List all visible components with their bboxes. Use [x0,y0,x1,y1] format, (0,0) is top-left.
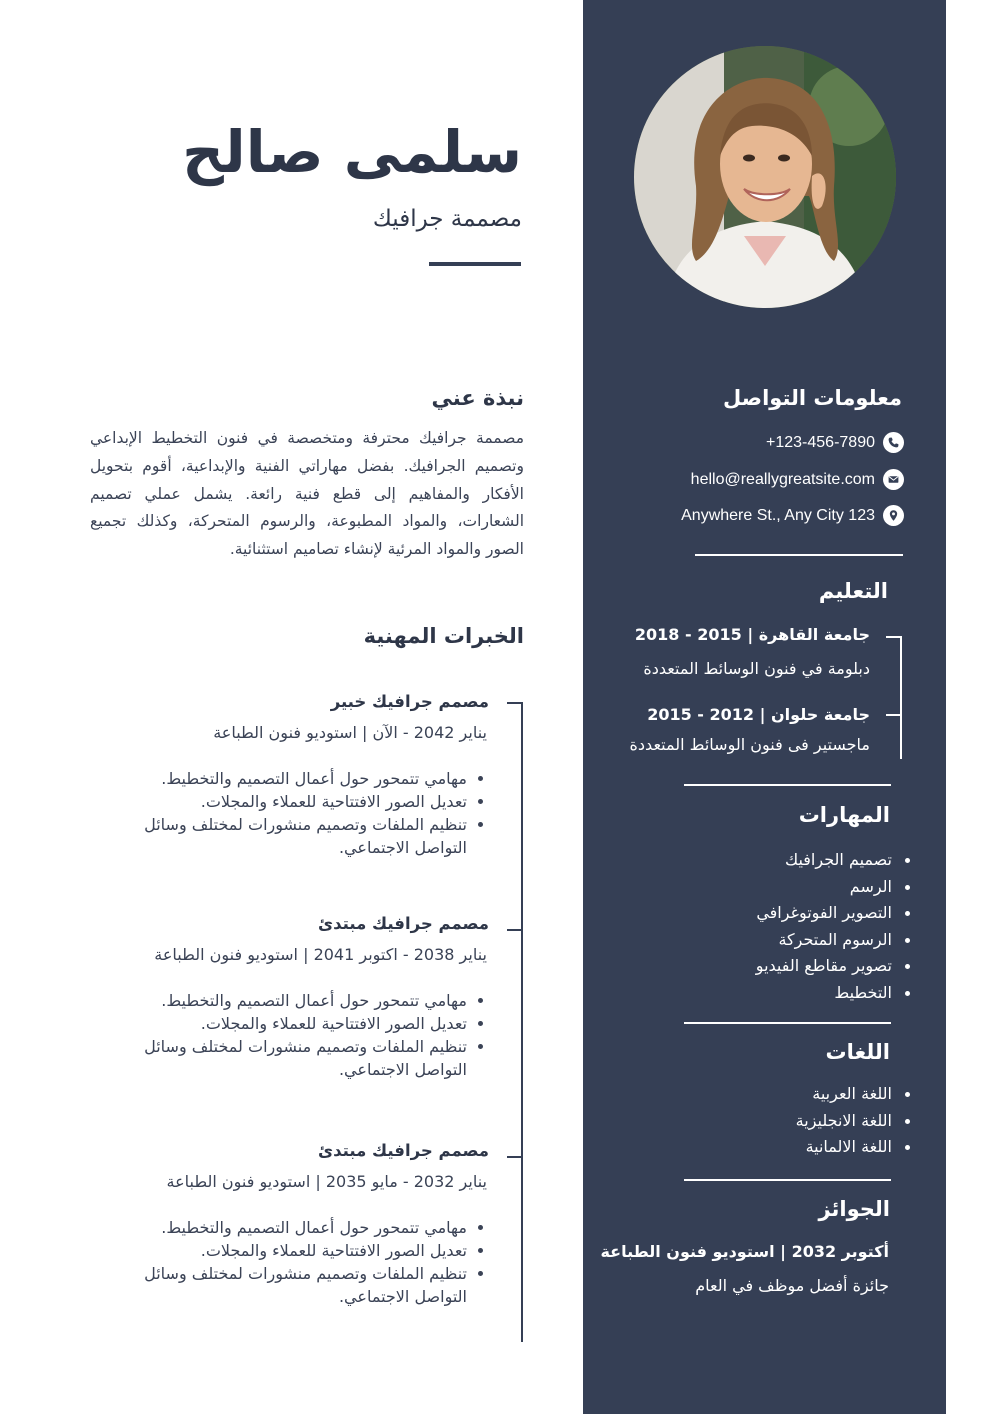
contact-email-row [691,469,904,490]
job-title: مصمم جرافيك خبير [330,692,489,711]
job-task-text: تعديل الصور الافتتاحية للعملاء والمجلات. [200,1241,467,1260]
experience-timeline-tick [507,1156,523,1158]
skill-item [756,980,892,1007]
job-task-text: تنظيم الملفات وتصميم منشورات لمختلف وسائل التواصل الاجتماعي. [144,815,467,857]
job-tasks [127,1216,467,1308]
job-meta: يناير 2032 - مايو 2035 | استوديو فنون الطباعة [166,1172,487,1191]
job-title: مصمم جرافيك مبتدئ [317,1141,489,1160]
language-item [796,1108,892,1135]
job-task [127,813,467,859]
job-task [127,767,467,790]
profile-photo [634,46,896,308]
job-task-text: تنظيم الملفات وتصميم منشورات لمختلف وسائل التواصل الاجتماعي. [144,1037,467,1079]
education-item-head: جامعة حلوان | 2012 - 2015 [647,705,870,724]
job-title: مصمم جرافيك مبتدئ [317,914,489,933]
skill-label: التخطيط [834,982,892,1002]
bullet-icon [478,1044,483,1049]
bullet-icon [905,911,910,916]
bullet-icon [478,1271,483,1276]
skill-item [756,900,892,927]
language-item [796,1134,892,1161]
experience-timeline [521,702,523,1342]
job-task-text: تعديل الصور الافتتاحية للعملاء والمجلات. [200,1014,467,1033]
job-tasks [127,767,467,859]
bullet-icon [905,858,910,863]
mail-icon [883,469,904,490]
bullet-icon [905,1119,910,1124]
job-meta: يناير 2038 - اكتوبر 2041 | استوديو فنون الطباعة [154,945,487,964]
award-item-head: أكتوبر 2032 | استوديو فنون الطباعة [600,1242,889,1261]
languages-list [796,1081,892,1161]
language-label: اللغة الانجليزية [795,1110,892,1130]
language-label: اللغة العربية [812,1084,892,1103]
job-task [127,790,467,813]
about-heading: نبذة عني [431,386,524,410]
profile-name: سلمى صالح [182,118,522,186]
skill-item [756,927,892,954]
education-item-sub: دبلومة في فنون الوسائط المتعددة [643,659,870,678]
contact-phone-row [766,432,904,453]
contact-address-row [681,505,904,526]
phone-icon [883,432,904,453]
bullet-icon [478,822,483,827]
job-meta: يناير 2042 - الآن | استوديو فنون الطباعة [213,723,487,742]
education-heading: التعليم [818,579,888,603]
bullet-icon [905,1145,910,1150]
job-task-text: مهامي تتمحور حول أعمال التصميم والتخطيط. [161,991,467,1010]
divider-contact [695,554,903,556]
education-item-sub: ماجستير فى فنون الوسائط المتعددة [629,735,870,754]
education-timeline-tick [886,714,902,716]
job-tasks [127,989,467,1081]
experience-heading: الخبرات المهنية [363,624,524,648]
language-item [796,1081,892,1108]
location-pin-icon [883,505,904,526]
languages-heading: اللغات [825,1040,890,1064]
bullet-icon [905,1092,910,1097]
divider-skills [684,1022,891,1024]
divider-education [684,784,891,786]
job-task [127,1239,467,1262]
contact-email[interactable]: hello@reallygreatsite.com [690,470,875,488]
bullet-icon [478,1248,483,1253]
job-task-text: مهامي تتمحور حول أعمال التصميم والتخطيط. [161,1218,467,1237]
skills-heading: المهارات [798,803,890,827]
bullet-icon [478,776,483,781]
job-task [127,989,467,1012]
job-task [127,1262,467,1308]
skill-item [756,953,892,980]
language-label: اللغة الالمانية [805,1137,892,1156]
skill-label: الرسوم المتحركة [778,929,892,949]
job-task [127,1216,467,1239]
job-task [127,1012,467,1035]
bullet-icon [478,799,483,804]
profile-photo-image [634,46,896,308]
skill-item [756,874,892,901]
skill-label: تصميم الجرافيك [784,850,892,869]
name-underline [429,262,521,266]
education-item-head: جامعة القاهرة | 2015 - 2018 [634,625,870,644]
job-task-text: مهامي تتمحور حول أعمال التصميم والتخطيط. [161,769,467,788]
contact-phone[interactable]: +123-456-7890 [766,433,875,451]
contact-heading: معلومات التواصل [723,386,902,410]
education-timeline [886,636,902,759]
about-text: مصممة جرافيك محترفة ومتخصصة في فنون التخطيط الإبداعي وتصميم الجرافيك. بفضل مهاراتي الفنية والإبداعية، أقوم بتحويل الأفكار والمفاهيم إلى قطع فنية رائعة. يشمل عملي تصميم الشعارات، والمواد المطبوعة، والرسوم المتحركة، وكذلك تجميع الصور والمواد المرئية لإنشاء تصاميم استثنائية. [90,429,524,559]
experience-timeline-tick [507,929,523,931]
profile-title: مصممة جرافيك [372,206,522,232]
contact-address: Anywhere St., Any City 123 [681,506,875,524]
experience-timeline-tick [507,702,523,704]
bullet-icon [478,998,483,1003]
skill-item [756,847,892,874]
bullet-icon [905,938,910,943]
job-task [127,1035,467,1081]
award-item-sub: جائزة أفضل موظف في العام [695,1276,889,1295]
skills-list [756,847,892,1006]
job-task-text: تنظيم الملفات وتصميم منشورات لمختلف وسائل التواصل الاجتماعي. [144,1264,467,1306]
bullet-icon [478,1225,483,1230]
bullet-icon [905,991,910,996]
bullet-icon [478,1021,483,1026]
bullet-icon [905,885,910,890]
job-task-text: تعديل الصور الافتتاحية للعملاء والمجلات. [200,792,467,811]
awards-heading: الجوائز [818,1197,890,1221]
divider-languages [684,1179,891,1181]
skill-label: تصوير مقاطع الفيديو [755,956,892,975]
bullet-icon [905,964,910,969]
skill-label: التصوير الفوتوغرافي [756,903,892,922]
skill-label: الرسم [849,876,892,896]
